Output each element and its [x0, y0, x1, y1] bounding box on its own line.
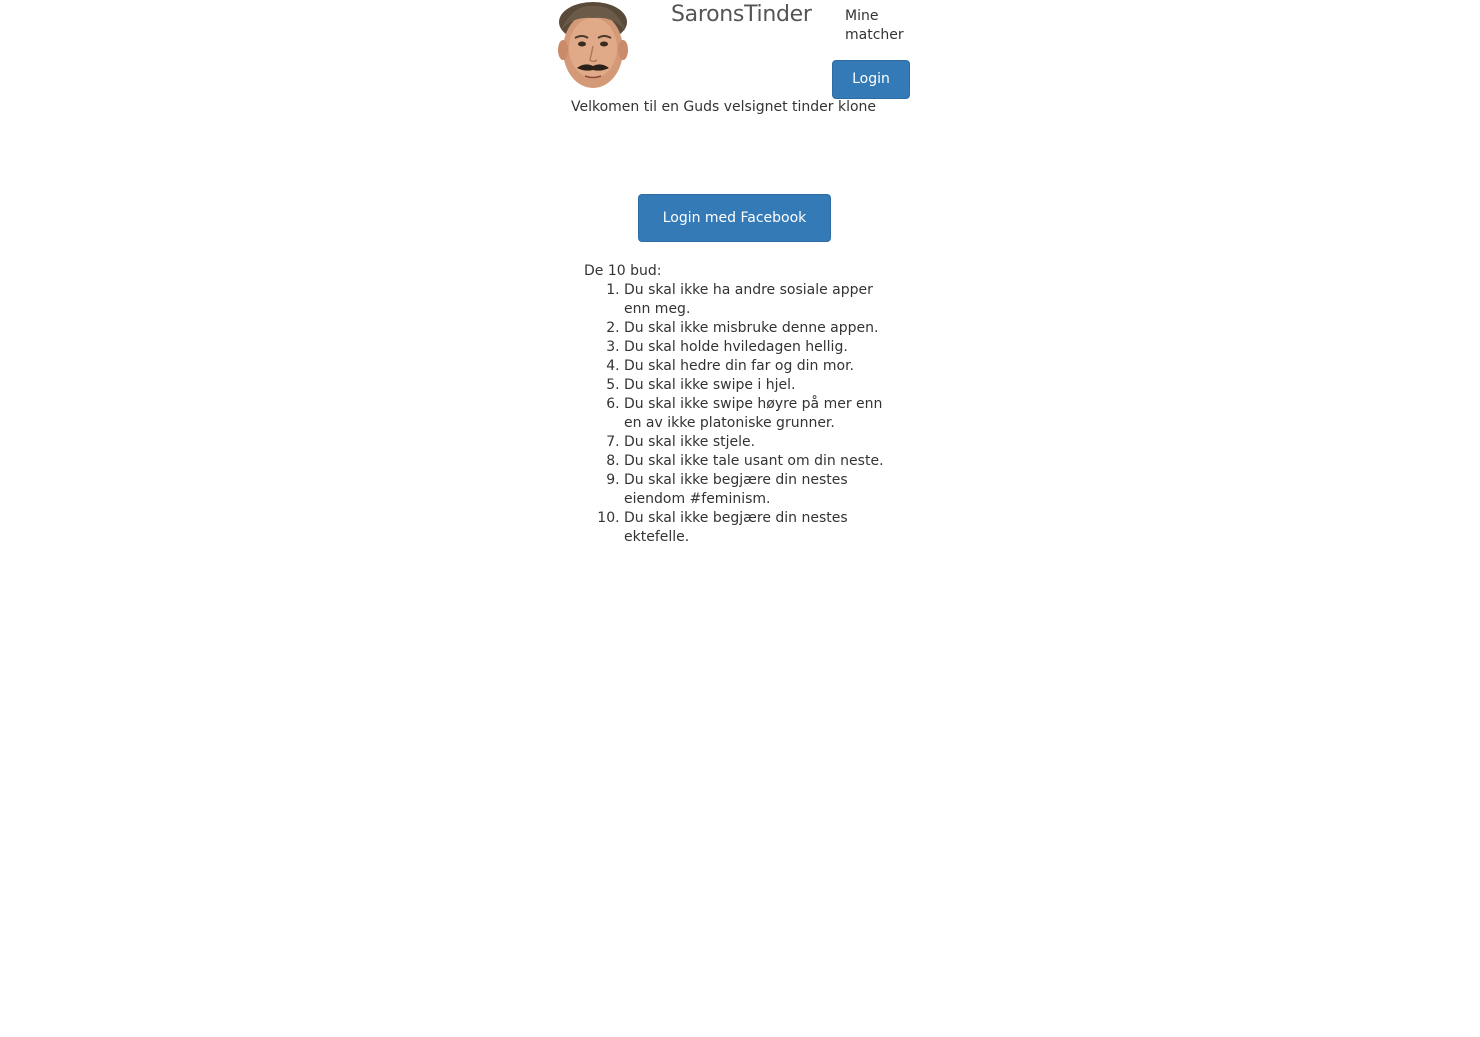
- list-item: 4. Du skal hedre din far og din mor.: [624, 357, 884, 376]
- list-item: 3. Du skal holde hviledagen hellig.: [624, 338, 884, 357]
- commandments-list: [584, 281, 884, 547]
- login-button[interactable]: Login: [832, 60, 910, 99]
- list-item: 9. Du skal ikke begjære din nestes eiendom #feminism.: [624, 471, 884, 509]
- nav-link-my-matches[interactable]: Mine matcher: [845, 8, 904, 43]
- list-item: 2. Du skal ikke misbruke denne appen.: [624, 319, 884, 338]
- list-item: 6. Du skal ikke swipe høyre på mer enn en av ikke platoniske grunner.: [624, 395, 884, 433]
- facebook-login-button[interactable]: Login med Facebook: [638, 194, 831, 242]
- list-item: 10. Du skal ikke begjære din nestes ektefelle.: [624, 509, 884, 547]
- commandments-section: [584, 262, 884, 547]
- list-item: 1. Du skal ikke ha andre sosiale apper enn meg.: [624, 281, 884, 319]
- brand-title[interactable]: SaronsTinder: [671, 2, 812, 27]
- list-item: 5. Du skal ikke swipe i hjel.: [624, 376, 884, 395]
- commandments-title: De 10 bud:: [584, 263, 662, 279]
- list-item: 8. Du skal ikke tale usant om din neste.: [624, 452, 884, 471]
- welcome-text: Velkomen til en Guds velsignet tinder klone: [571, 99, 877, 115]
- avatar: [553, 0, 633, 90]
- list-item: 7. Du skal ikke stjele.: [624, 433, 884, 452]
